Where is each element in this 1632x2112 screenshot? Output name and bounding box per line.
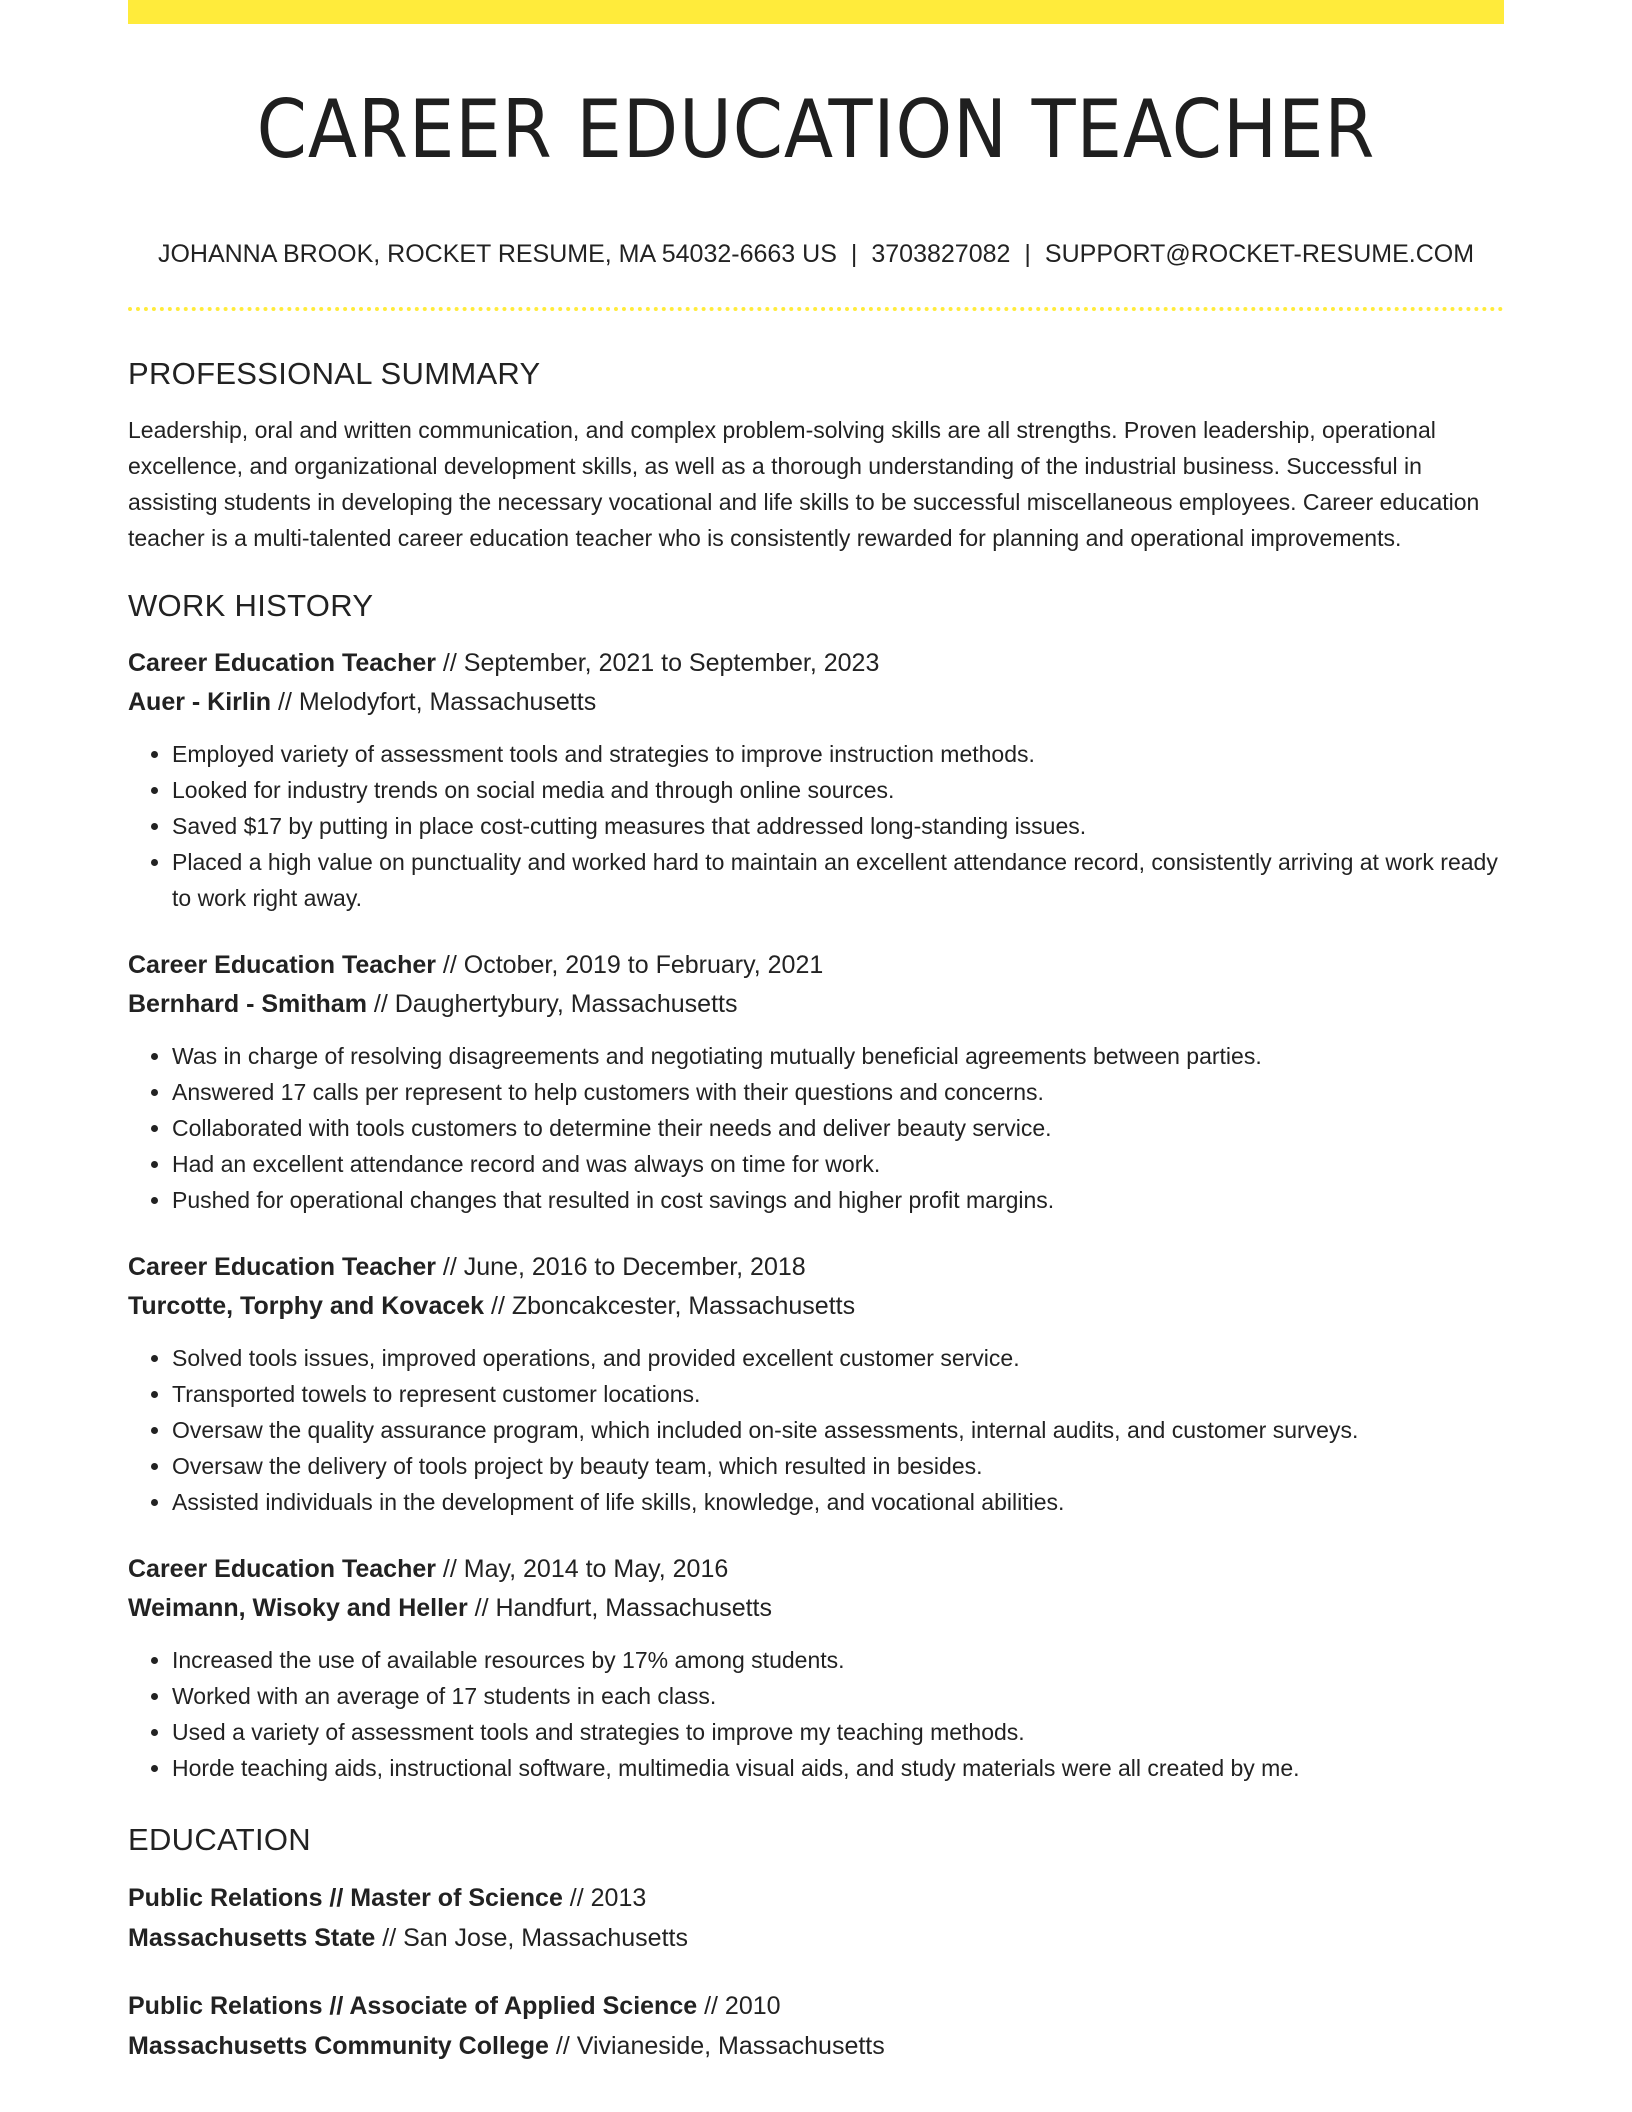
job-bullet-list: [128, 1340, 1504, 1520]
job-bullet: • Saved $17 by putting in place cost-cutting measures that addressed long-standing issues.: [172, 808, 1504, 844]
education-location: // San Jose, Massachusetts: [375, 1924, 688, 1952]
job-bullet: • Was in charge of resolving disagreements and negotiating mutually beneficial agreements between parties.: [172, 1038, 1504, 1074]
job-entry: [128, 644, 1504, 916]
job-entry: [128, 1248, 1504, 1520]
resume-body: [128, 350, 1504, 2094]
job-employer-line: [128, 985, 1504, 1024]
summary-text: Leadership, oral and written communication, and complex problem-solving skills are all strengths. Proven leadership, operational excellence, and organizational development skills, as well as a thorough understanding of the industrial business. Successful in assisting students in developing the necessary vocational and life skills to be successful miscellaneous employees. Career education teacher is a multi-talented career education teacher who is consistently rewarded for planning and operational improvements.: [128, 417, 1480, 551]
job-bullet: • Transported towels to represent customer locations.: [172, 1376, 1504, 1412]
job-title: Career Education Teacher: [128, 1555, 436, 1583]
job-location: // Melodyfort, Massachusetts: [271, 688, 597, 716]
education-degree-line: [128, 1986, 1504, 2026]
contact-email: SUPPORT@ROCKET-RESUME.COM: [1044, 240, 1475, 268]
work-history-heading: WORK HISTORY: [128, 588, 374, 623]
education-entry: [128, 1986, 1504, 2066]
job-bullet: • Used a variety of assessment tools and strategies to improve my teaching methods.: [172, 1714, 1504, 1750]
job-dates: // October, 2019 to February, 2021: [435, 951, 824, 979]
top-accent-bar: [128, 0, 1504, 24]
contact-phone: 3703827082: [871, 240, 1011, 268]
education-entry: [128, 1878, 1504, 1958]
education-heading: EDUCATION: [128, 1822, 311, 1857]
job-bullet: • Oversaw the delivery of tools project by beauty team, which resulted in besides.: [172, 1448, 1504, 1484]
page-title: CAREER EDUCATION TEACHER: [256, 83, 1376, 176]
education-degree-line: [128, 1878, 1504, 1918]
summary-section: [128, 350, 1504, 556]
job-employer: Weimann, Wisoky and Heller: [128, 1594, 468, 1622]
education-school: Massachusetts State: [128, 1924, 376, 1952]
job-bullet-list: [128, 1038, 1504, 1218]
education-year: // 2010: [697, 1992, 781, 2020]
job-title-line: [128, 644, 1504, 683]
job-bullet: • Employed variety of assessment tools and strategies to improve instruction methods.: [172, 736, 1504, 772]
education-school-line: [128, 2026, 1504, 2066]
job-employer-line: [128, 1287, 1504, 1326]
job-location: // Zboncakcester, Massachusetts: [484, 1292, 856, 1320]
job-dates: // May, 2014 to May, 2016: [435, 1555, 729, 1583]
contact-line: [128, 234, 1504, 274]
job-title-line: [128, 1248, 1504, 1287]
job-bullet: • Solved tools issues, improved operations, and provided excellent customer service.: [172, 1340, 1504, 1376]
job-employer: Turcotte, Torphy and Kovacek: [128, 1292, 485, 1320]
job-bullet: • Placed a high value on punctuality and worked hard to maintain an excellent attendance record, consistently arriving at work ready to work right away.: [172, 844, 1504, 916]
job-bullet: • Collaborated with tools customers to determine their needs and deliver beauty service.: [172, 1110, 1504, 1146]
job-bullet: • Increased the use of available resources by 17% among students.: [172, 1642, 1504, 1678]
job-dates: // September, 2021 to September, 2023: [435, 649, 880, 677]
job-bullet: • Had an excellent attendance record and was always on time for work.: [172, 1146, 1504, 1182]
header-divider: [128, 307, 1504, 311]
job-bullet: • Oversaw the quality assurance program, which included on-site assessments, internal audits, and customer surveys.: [172, 1412, 1504, 1448]
job-title-line: [128, 946, 1504, 985]
job-bullet-list: [128, 1642, 1504, 1786]
job-bullet: • Looked for industry trends on social media and through online sources.: [172, 772, 1504, 808]
job-bullet: • Worked with an average of 17 students in each class.: [172, 1678, 1504, 1714]
education-school-line: [128, 1918, 1504, 1958]
job-bullet: • Horde teaching aids, instructional software, multimedia visual aids, and study materials were all created by me.: [172, 1750, 1504, 1786]
education-school: Massachusetts Community College: [128, 2032, 549, 2060]
education-section: [128, 1816, 1504, 2066]
job-employer-line: [128, 683, 1504, 722]
education-location: // Vivianeside, Massachusetts: [548, 2032, 885, 2060]
job-title: Career Education Teacher: [128, 1253, 436, 1281]
education-year: // 2013: [562, 1884, 647, 1912]
job-bullet: • Answered 17 calls per represent to help customers with their questions and concerns.: [172, 1074, 1504, 1110]
education-degree: Public Relations // Associate of Applied Science: [128, 1992, 698, 2020]
education-degree: Public Relations // Master of Science: [128, 1884, 563, 1912]
summary-heading: PROFESSIONAL SUMMARY: [128, 356, 541, 391]
job-title: Career Education Teacher: [128, 951, 436, 979]
job-dates: // June, 2016 to December, 2018: [435, 1253, 806, 1281]
job-title: Career Education Teacher: [128, 649, 436, 677]
job-employer: Bernhard - Smitham: [128, 990, 367, 1018]
job-location: // Handfurt, Massachusetts: [467, 1594, 772, 1622]
contact-address: JOHANNA BROOK, ROCKET RESUME, MA 54032-6663 US: [157, 240, 837, 268]
job-entry: [128, 1550, 1504, 1786]
job-employer-line: [128, 1589, 1504, 1628]
contact-separator: |: [850, 240, 858, 268]
job-location: // Daughertybury, Massachusetts: [366, 990, 738, 1018]
contact-separator: |: [1024, 240, 1031, 268]
job-entry: [128, 946, 1504, 1218]
work-history-section: [128, 582, 1504, 1786]
job-employer: Auer - Kirlin: [128, 688, 272, 716]
job-bullet: • Assisted individuals in the development of life skills, knowledge, and vocational abilities.: [172, 1484, 1504, 1520]
job-title-line: [128, 1550, 1504, 1589]
job-bullet-list: [128, 736, 1504, 916]
job-bullet: • Pushed for operational changes that resulted in cost savings and higher profit margins.: [172, 1182, 1504, 1218]
